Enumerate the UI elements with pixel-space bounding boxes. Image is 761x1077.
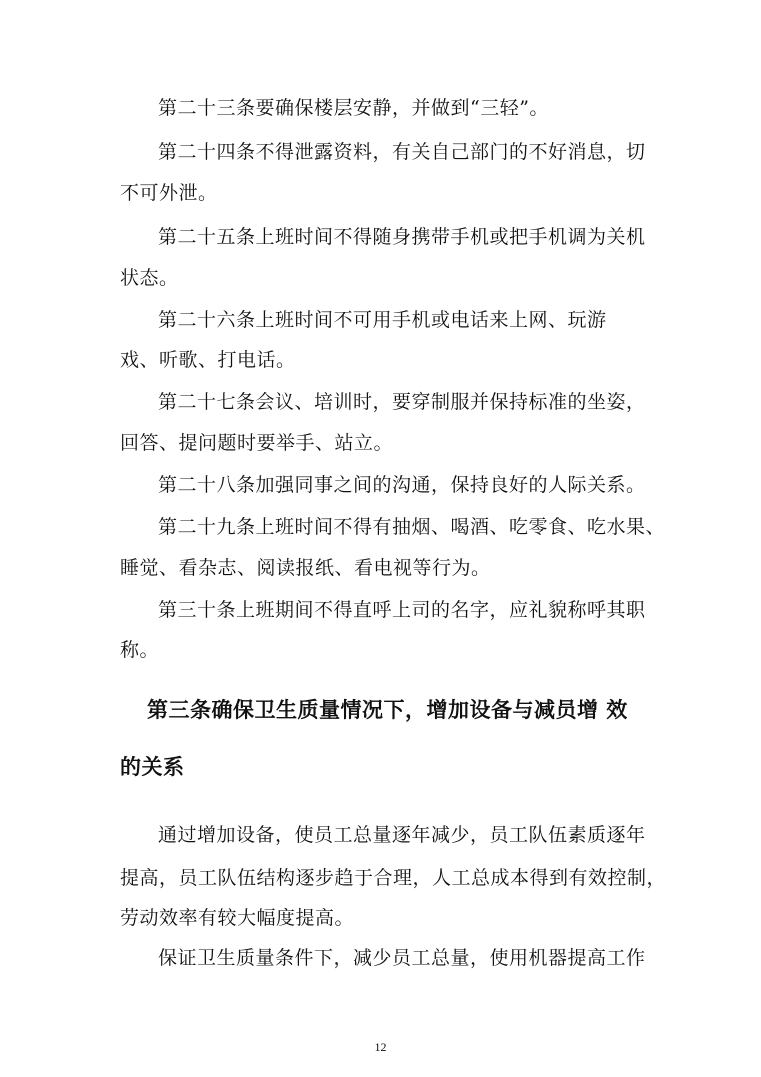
article-27-line-1: 第二十七条会议、培训时，要穿制服并保持标准的坐姿，: [158, 391, 646, 413]
article-24-line-2: 不可外泄。: [120, 182, 218, 204]
body-paragraph-1-line-2: 提高，员工队伍结构逐步趋于合理，人工总成本得到有效控制，: [120, 867, 667, 889]
article-29-line-2: 睡觉、看杂志、阅读报纸、看电视等行为。: [120, 557, 491, 579]
article-24-line-1: 第二十四条不得泄露资料，有关自己部门的不好消息，切: [158, 141, 646, 163]
body-paragraph-1-line-3: 劳动效率有较大幅度提高。: [120, 907, 355, 929]
article-25-line-2: 状态。: [120, 267, 179, 289]
article-26-line-2: 戏、听歌、打电话。: [120, 349, 296, 371]
body-paragraph-1-line-1: 通过增加设备，使员工总量逐年减少，员工队伍素质逐年: [158, 824, 646, 846]
article-26-line-1: 第二十六条上班时间不可用手机或电话来上网、玩游: [158, 309, 607, 331]
article-27-line-2: 回答、提问题时要举手、站立。: [120, 432, 394, 454]
article-30-line-1: 第三十条上班期间不得直呼上司的名字，应礼貌称呼其职: [158, 599, 646, 621]
article-28-line-1: 第二十八条加强同事之间的沟通，保持良好的人际关系。: [158, 474, 646, 496]
article-29-line-1: 第二十九条上班时间不得有抽烟、喝酒、吃零食、吃水果、: [158, 516, 666, 538]
body-paragraph-2-line-1: 保证卫生质量条件下，减少员工总量，使用机器提高工作: [158, 947, 646, 969]
article-30-line-2: 称。: [120, 639, 160, 661]
section-heading-line-1: 第三条确保卫生质量情况下，增加设备与减员增 效: [147, 698, 628, 722]
article-25-line-1: 第二十五条上班时间不得随身携带手机或把手机调为关机: [158, 226, 646, 248]
section-heading-line-2: 的关系: [120, 755, 185, 779]
article-23-line-1: 第二十三条要确保楼层安静，并做到“三轻”。: [158, 97, 549, 119]
page-number: 12: [374, 1040, 387, 1054]
